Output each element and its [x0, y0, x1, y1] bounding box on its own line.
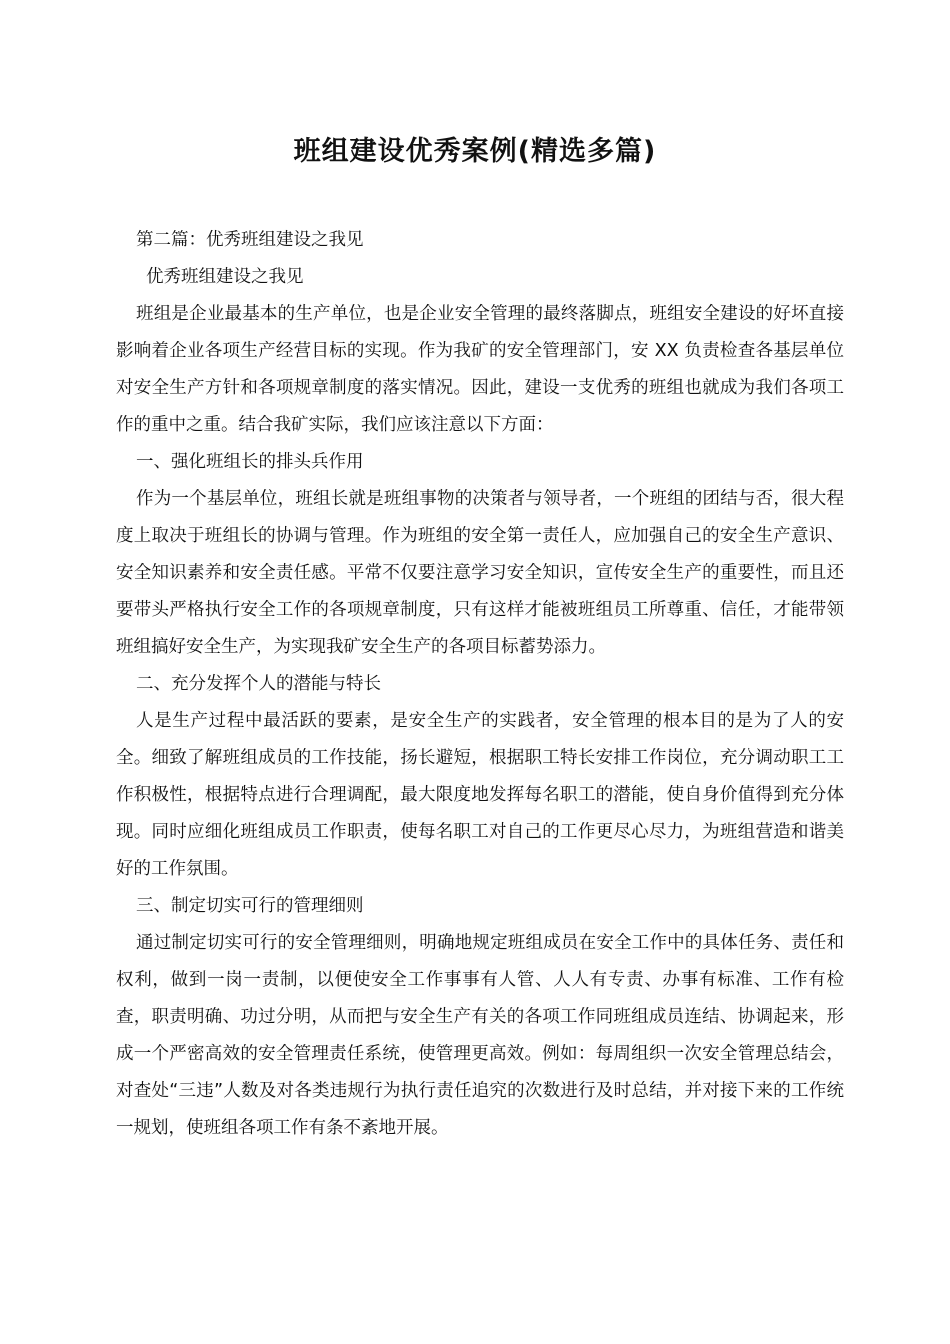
document-title: 班组建设优秀案例(精选多篇)	[293, 136, 657, 167]
section-heading-3: 三、制定切实可行的管理细则	[136, 896, 364, 916]
document-body	[116, 222, 844, 1147]
article-title: 优秀班组建设之我见	[146, 267, 304, 287]
section-heading-1: 一、强化班组长的排头兵作用	[136, 452, 364, 472]
section-body-1: 作为一个基层单位，班组长就是班组事物的决策者与领导者，一个班组的团结与否，很大程度上取决于班组长的协调与管理。作为班组的安全第一责任人，应加强自己的安全生产意识、安全知识素养和安全责任感。平常不仅要注意学习安全知识，宣传安全生产的重要性，而且还要带头严格执行安全工作的各项规章制度，只有这样才能被班组员工所尊重、信任，才能带领班组搞好安全生产，为实现我矿安全生产的各项目标蓄势添力。	[116, 489, 844, 657]
section-subtitle: 第二篇：优秀班组建设之我见	[136, 230, 364, 250]
section-body-2: 人是生产过程中最活跃的要素，是安全生产的实践者，安全管理的根本目的是为了人的安全。细致了解班组成员的工作技能，扬长避短，根据职工特长安排工作岗位，充分调动职工工作积极性，根据特点进行合理调配，最大限度地发挥每名职工的潜能，使自身价值得到充分体现。同时应细化班组成员工作职责，使每名职工对自己的工作更尽心尽力，为班组营造和谐美好的工作氛围。	[116, 711, 844, 879]
section-body-3: 通过制定切实可行的安全管理细则，明确地规定班组成员在安全工作中的具体任务、责任和权利，做到一岗一责制，以便使安全工作事事有人管、人人有专责、办事有标准、工作有检查，职责明确、功过分明，从而把与安全生产有关的各项工作同班组成员连结、协调起来，形成一个严密高效的安全管理责任系统，使管理更高效。例如：每周组织一次安全管理总结会，对查处“三违”人数及对各类违规行为执行责任追究的次数进行及时总结，并对接下来的工作统一规划，使班组各项工作有条不紊地开展。	[116, 933, 844, 1138]
intro-paragraph: 班组是企业最基本的生产单位，也是企业安全管理的最终落脚点，班组安全建设的好坏直接影响着企业各项生产经营目标的实现。作为我矿的安全管理部门，安 XX 负责检查各基层单位对安全生产方针和各项规章制度的落实情况。因此，建设一支优秀的班组也就成为我们各项工作的重中之重。结合我矿实际，我们应该注意以下方面：	[116, 304, 844, 435]
section-heading-2: 二、充分发挥个人的潜能与特长	[136, 674, 381, 694]
